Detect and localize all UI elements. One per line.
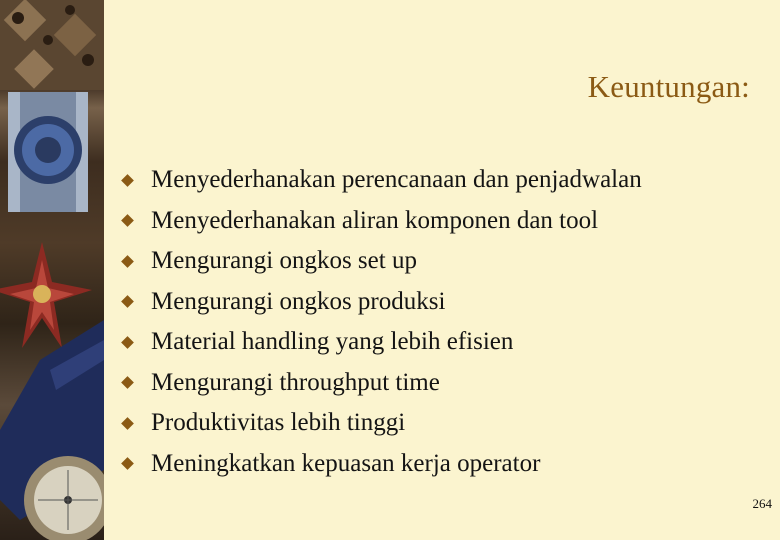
bullet-list xyxy=(121,160,642,484)
list-item xyxy=(121,282,642,323)
diamond-bullet-icon xyxy=(121,376,134,389)
diamond-bullet-icon xyxy=(121,457,134,470)
diamond-bullet-icon xyxy=(121,336,134,349)
bullet-text: Material handling yang lebih efisien xyxy=(151,328,514,356)
bullet-text: Menyederhanakan perencanaan dan penjadwalan xyxy=(151,166,642,194)
list-item xyxy=(121,241,642,282)
list-item xyxy=(121,322,642,363)
bullet-text: Mengurangi ongkos produksi xyxy=(151,287,446,315)
diamond-bullet-icon xyxy=(121,174,134,187)
bullet-text: Mengurangi throughput time xyxy=(151,368,440,396)
list-item xyxy=(121,444,642,485)
bullet-text: Produktivitas lebih tinggi xyxy=(151,409,406,437)
bullet-text: Meningkatkan kepuasan kerja operator xyxy=(151,449,541,477)
diamond-bullet-icon xyxy=(121,295,134,308)
diamond-bullet-icon xyxy=(121,214,134,227)
diamond-bullet-icon xyxy=(121,255,134,268)
bullet-text: Menyederhanakan aliran komponen dan tool xyxy=(151,206,599,234)
list-item xyxy=(121,403,642,444)
list-item xyxy=(121,363,642,404)
decorative-medal-image xyxy=(0,0,104,540)
list-item xyxy=(121,201,642,242)
slide-title: Keuntungan: xyxy=(587,69,750,104)
bullet-text: Mengurangi ongkos set up xyxy=(151,247,417,275)
list-item xyxy=(121,160,642,201)
page-number: 264 xyxy=(752,496,772,511)
diamond-bullet-icon xyxy=(121,417,134,430)
